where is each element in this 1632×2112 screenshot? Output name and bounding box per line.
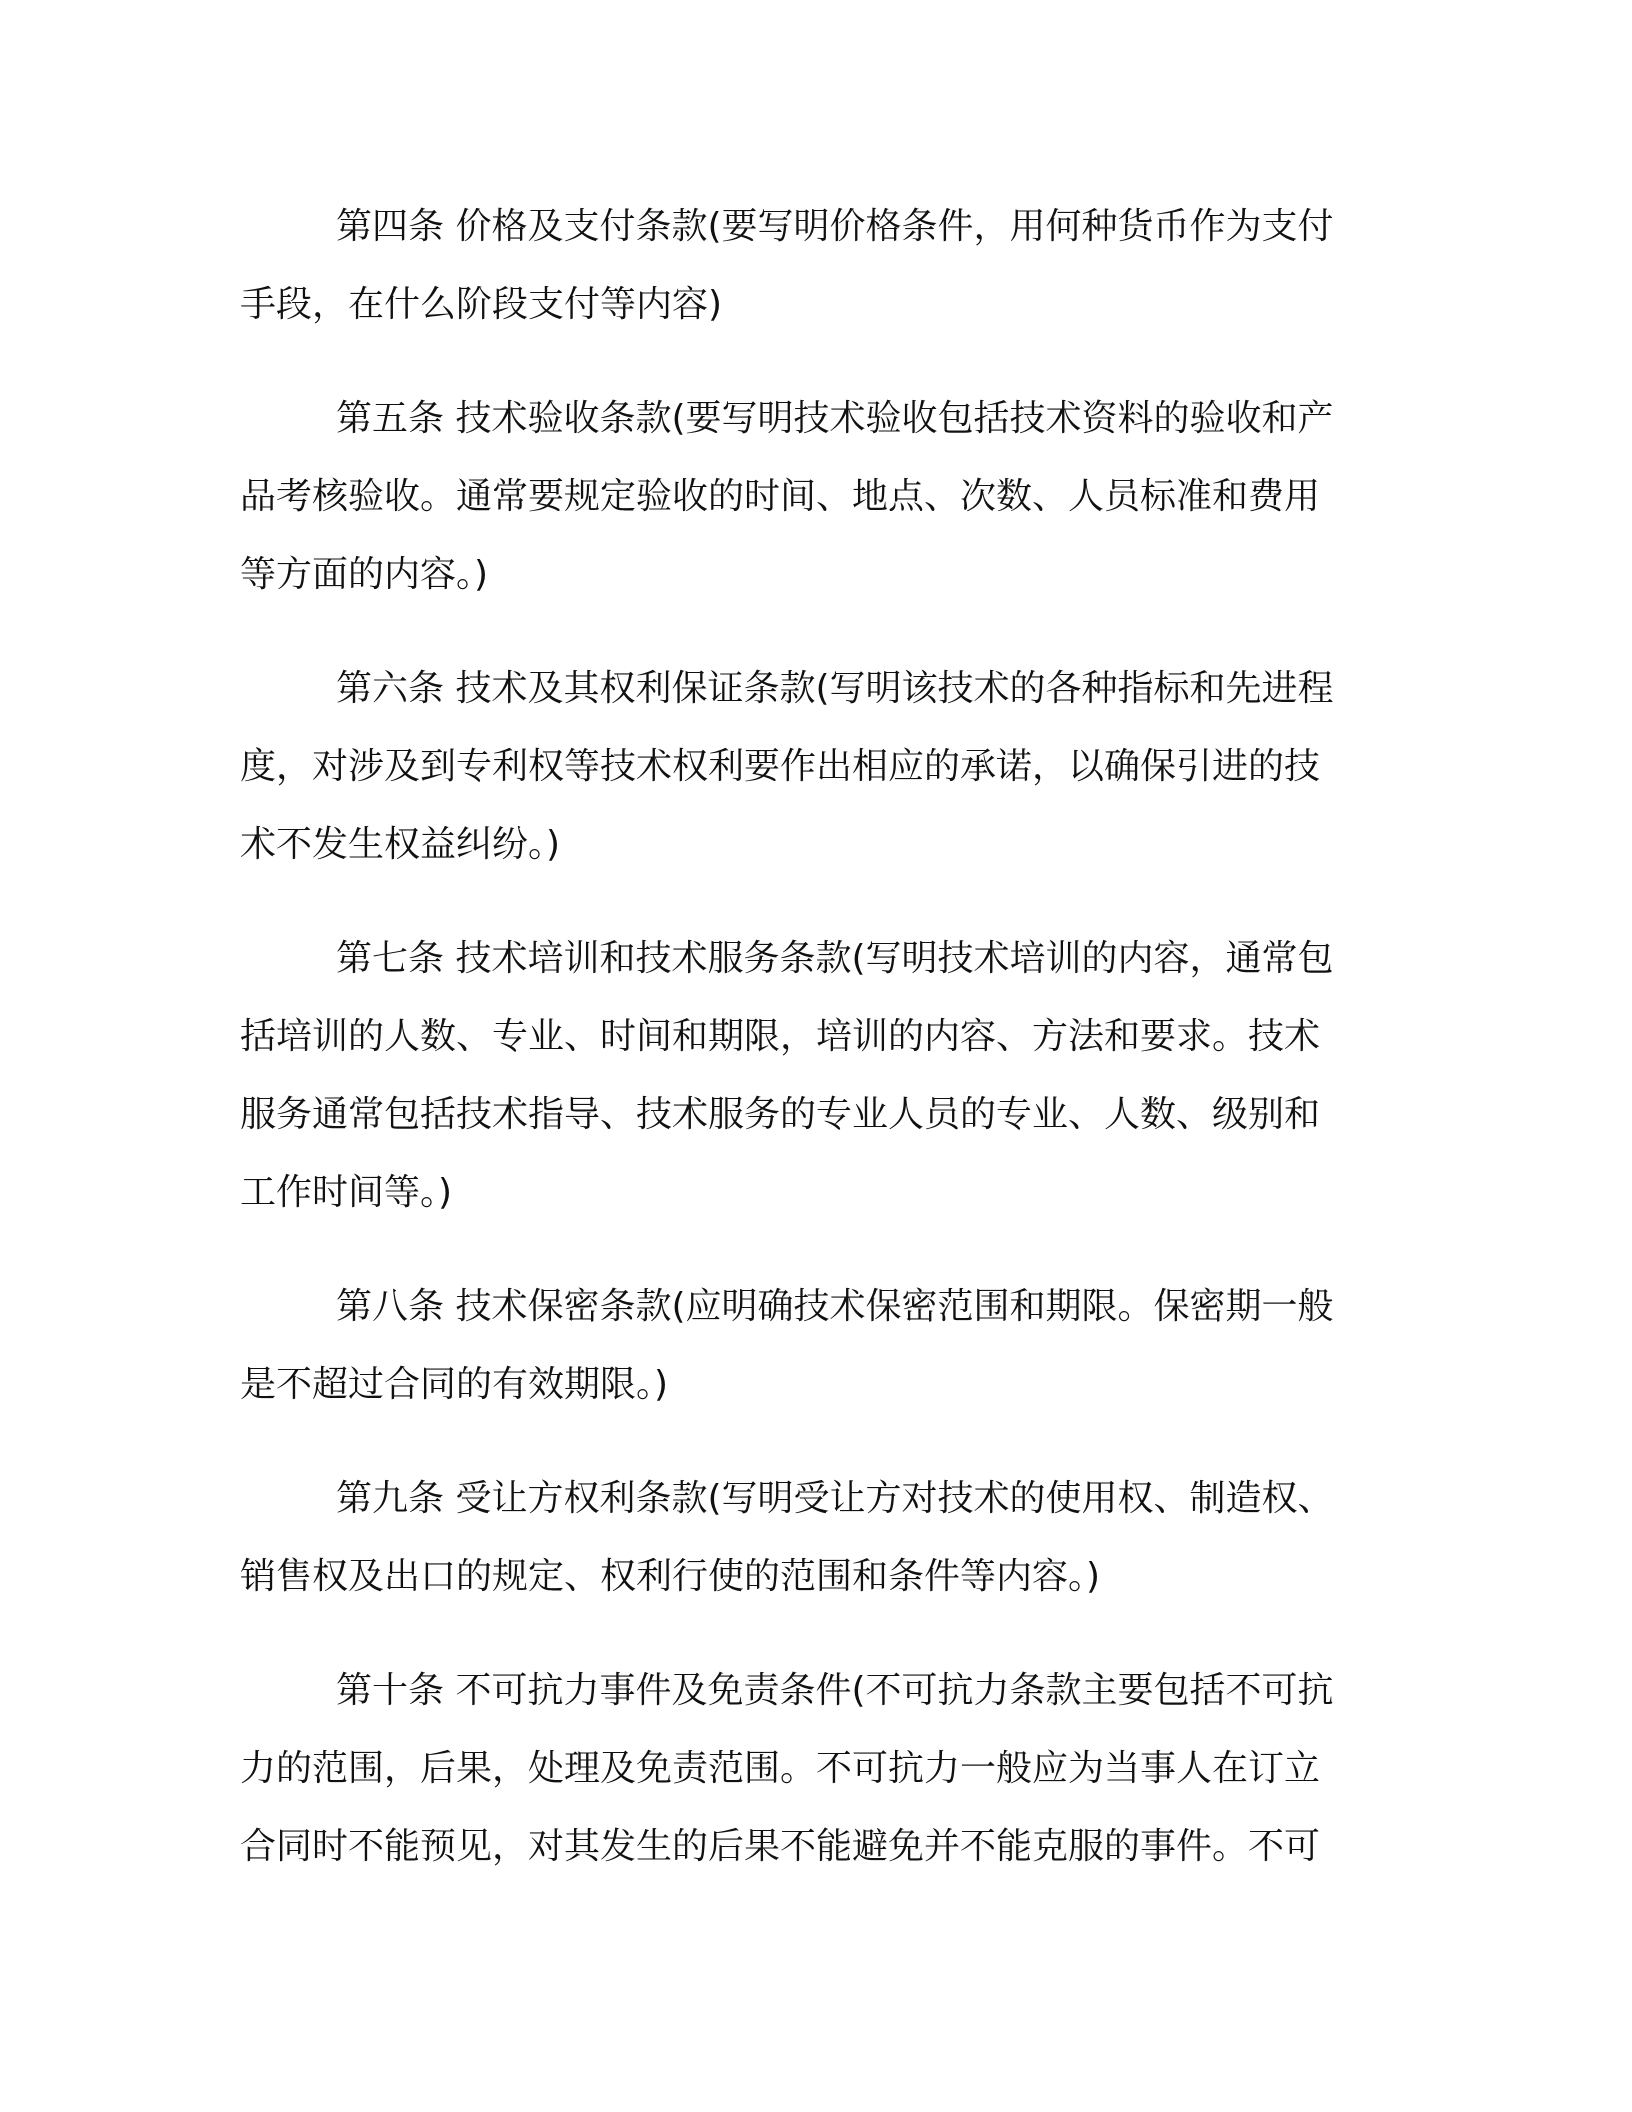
clause-line: 第六条 技术及其权利保证条款(写明该技术的各种指标和先进程 bbox=[336, 668, 1334, 709]
clause-5 bbox=[240, 380, 1364, 614]
clause-line: 术不发生权益纠纷。) bbox=[240, 824, 561, 865]
clause-line: 手段，在什么阶段支付等内容) bbox=[240, 284, 723, 325]
clause-10 bbox=[240, 1652, 1364, 1886]
clause-line: 工作时间等。) bbox=[240, 1172, 453, 1213]
clause-6 bbox=[240, 650, 1364, 884]
clause-line: 第七条 技术培训和技术服务条款(写明技术培训的内容，通常包 bbox=[336, 938, 1334, 979]
clause-line: 销售权及出口的规定、权利行使的范围和条件等内容。) bbox=[240, 1556, 1101, 1597]
clause-line: 品考核验收。通常要规定验收的时间、地点、次数、人员标准和费用 bbox=[240, 476, 1321, 517]
clause-line: 第九条 受让方权利条款(写明受让方对技术的使用权、制造权、 bbox=[336, 1478, 1334, 1519]
clause-8 bbox=[240, 1268, 1364, 1424]
clause-line: 括培训的人数、专业、时间和期限，培训的内容、方法和要求。技术 bbox=[240, 1016, 1321, 1057]
clause-line: 第四条 价格及支付条款(要写明价格条件，用何种货币作为支付 bbox=[336, 206, 1334, 247]
document-body bbox=[240, 188, 1364, 1922]
clause-line: 力的范围，后果，处理及免责范围。不可抗力一般应为当事人在订立 bbox=[240, 1748, 1321, 1789]
clause-line: 是不超过合同的有效期限。) bbox=[240, 1364, 669, 1405]
clause-line: 合同时不能预见，对其发生的后果不能避免并不能克服的事件。不可 bbox=[240, 1826, 1321, 1867]
clause-line: 第十条 不可抗力事件及免责条件(不可抗力条款主要包括不可抗 bbox=[336, 1670, 1334, 1711]
clause-line: 第五条 技术验收条款(要写明技术验收包括技术资料的验收和产 bbox=[336, 398, 1334, 439]
clause-4 bbox=[240, 188, 1364, 344]
clause-line: 服务通常包括技术指导、技术服务的专业人员的专业、人数、级别和 bbox=[240, 1094, 1321, 1135]
clause-line: 第八条 技术保密条款(应明确技术保密范围和期限。保密期一般 bbox=[336, 1286, 1334, 1327]
clause-line: 度，对涉及到专利权等技术权利要作出相应的承诺，以确保引进的技 bbox=[240, 746, 1321, 787]
clause-7 bbox=[240, 920, 1364, 1232]
clause-line: 等方面的内容。) bbox=[240, 554, 489, 595]
clause-9 bbox=[240, 1460, 1364, 1616]
